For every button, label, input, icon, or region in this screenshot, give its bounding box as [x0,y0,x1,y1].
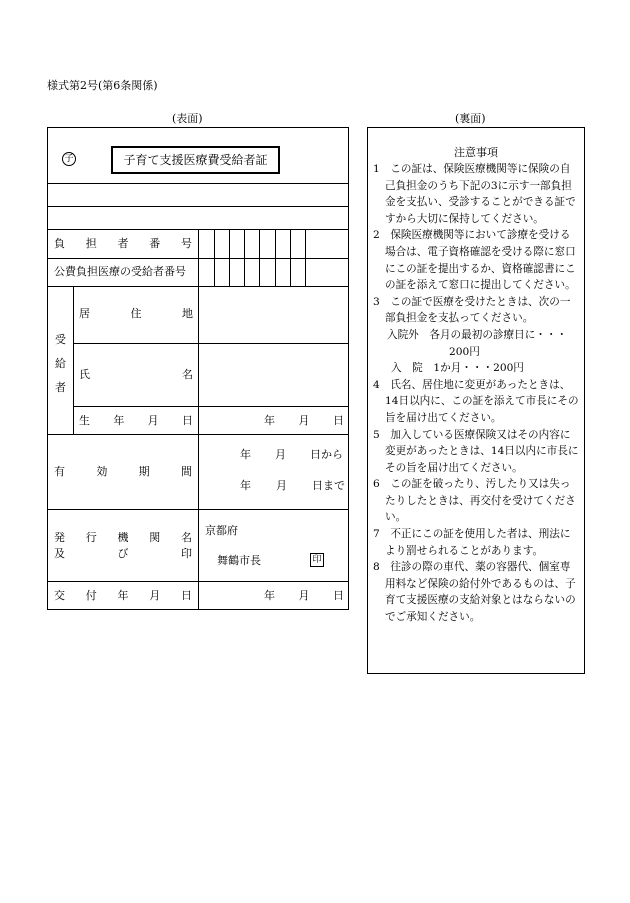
note-4: 4 氏名、居住地に変更があったときは、14日以内に、この証を添えて市長にその旨を届け出てください。 [373,378,579,424]
official-seal: 印 [310,553,324,567]
ko-mark: 子 [62,152,76,166]
note-7: 7 不正にこの証を使用した者は、刑法により罰せられることがあります。 [373,528,571,557]
issuer-label-line2: 及 び 印 [54,547,192,560]
form-number: 様式第2号(第6条関係) [47,79,158,92]
recipient-label: 受 給 者 [55,333,66,394]
note-2: 2 保険医療機関等において診療を受ける場合は、電子資格確認を受ける際に窓口にこの証を提出するか、資格確認書にこの証を添えて窓口に提出してください。 [373,229,576,292]
address-label: 居 住 地 [79,307,193,320]
note-8: 8 往診の際の車代、薬の容器代、個室専用料など保険の給付外であるものは、子育て支援医療の支給対象とはならないのでご承知ください。 [373,561,576,624]
card-title-box [111,146,280,174]
card-title: 子育て支援医療費受給者証 [123,153,268,167]
back-card [367,127,585,674]
validity-to: 年 月 日まで [240,479,345,492]
note-5: 5 加入している医療保険又はその内容に変更があったときは、14日以内に市長にその旨を届け出てください。 [373,428,579,474]
inpatient-line: 入 院 1か月・・・200円 [391,362,524,375]
birth-date-value: 年 月 日 [264,414,344,427]
name-label: 氏 名 [79,368,193,381]
front-side-label: (表面) [172,112,203,125]
validity-period-label: 有 効 期 間 [54,465,192,478]
front-card [47,127,349,610]
issuer-prefecture: 京都府 [205,524,238,537]
burden-number-label: 負 担 者 番 号 [54,237,192,250]
issuer-label-line1: 発 行 機 関 名 [54,531,192,544]
note-3: 3 この証で医療を受けたときは、次の一部負担金を支払ってください。 [373,295,571,325]
outpatient-amount: 200円 [449,345,480,358]
public-recipient-number-label: 公費負担医療の受給者番号 [54,265,186,278]
validity-from: 年 月 日から [240,448,343,461]
outpatient-line: 入院外 各月の最初の診療日に・・・ [387,328,568,341]
notes-heading: 注意事項 [454,146,498,159]
note-6: 6 この証を破ったり、汚したり又は失ったりしたときは、再交付を受けてください。 [373,478,576,524]
issue-date-label: 交 付 年 月 日 [54,589,192,602]
issuer-mayor: 舞鶴市長 [217,554,261,567]
issue-date-value: 年 月 日 [264,589,344,602]
note-1: 1 この証は、保険医療機関等に保険の自己負担金のうち下記の3に示す一部負担金を支払い、受診することができる証ですから大切に保持してください。 [373,163,576,225]
back-side-label: (裏面) [455,112,486,125]
birth-date-label: 生 年 月 日 [79,414,193,427]
